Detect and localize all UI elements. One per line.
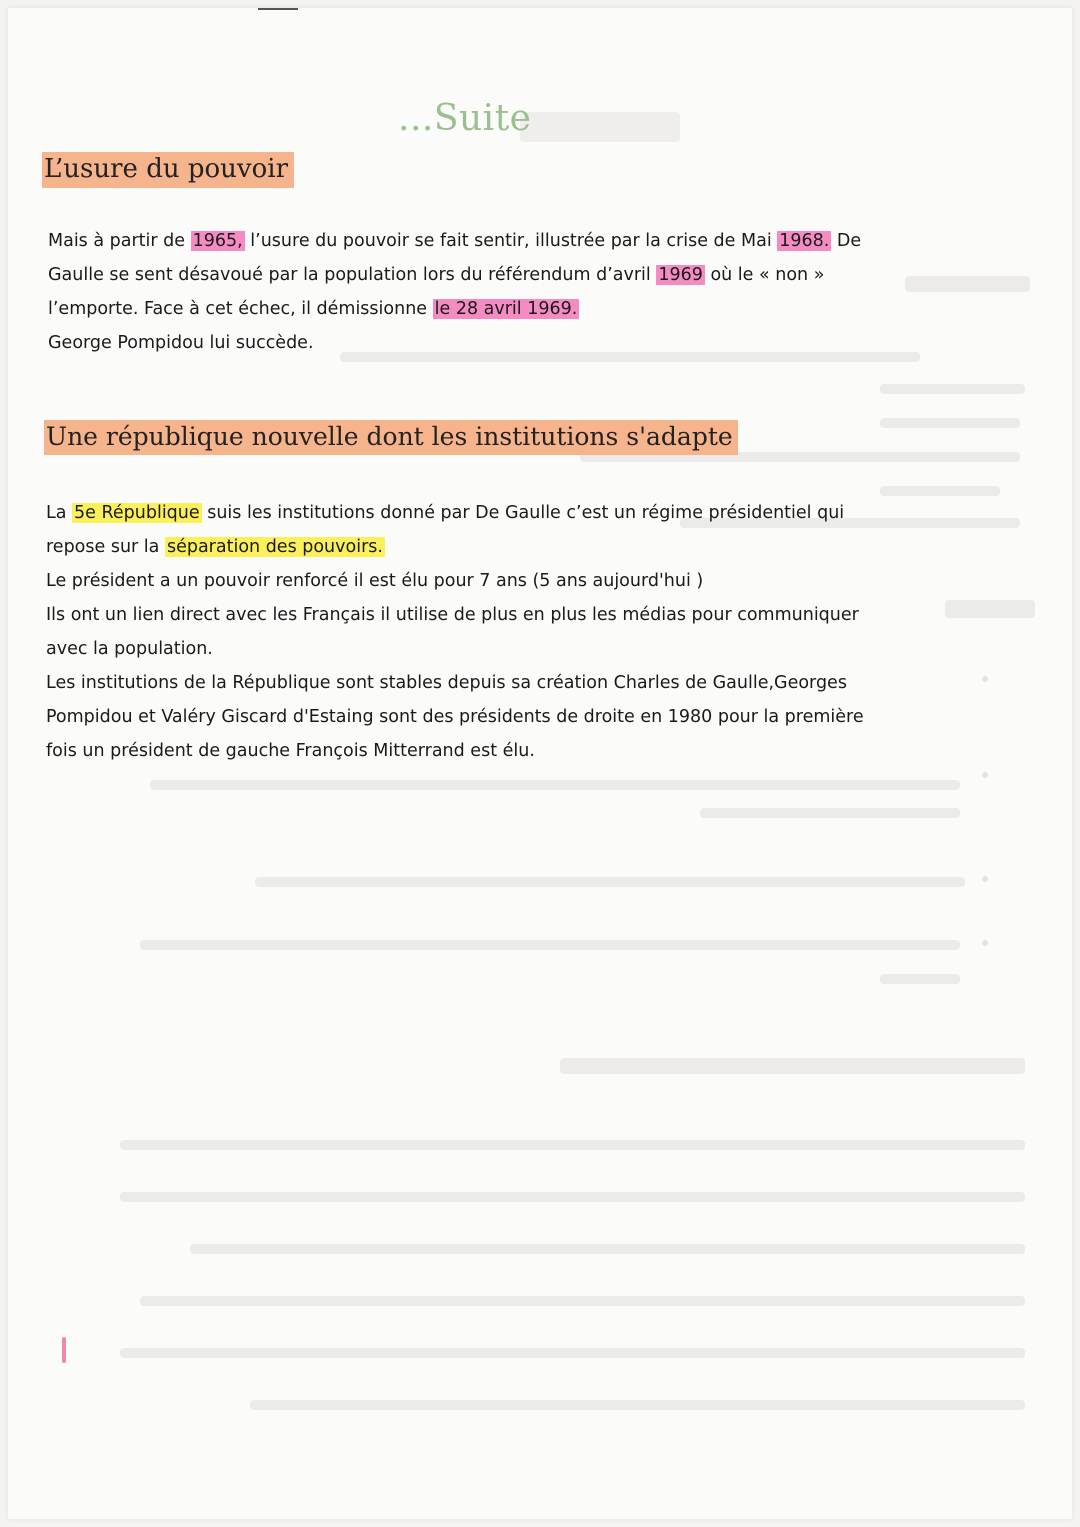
show-through-bullet [982,940,988,946]
text-line [48,292,861,326]
show-through-line [880,974,960,984]
text-line [46,564,864,598]
show-through-line [120,1348,1025,1358]
show-through-bullet [982,676,988,682]
page-title: ...Suite [398,98,532,139]
show-through-line [120,1140,1025,1150]
text-run: Ils ont un lien direct avec les Français il utilise de plus en plus les médias pour communiquer [46,605,859,625]
text-run: Les institutions de la République sont stables depuis sa création Charles de Gaulle,Georges [46,673,847,693]
show-through-line [140,940,960,950]
text-run: De [831,231,862,251]
show-through-line [520,112,680,142]
show-through-line [945,600,1035,618]
text-run: Mais à partir de [48,231,191,251]
text-run: suis les institutions donné par De Gaulle c’est un régime présidentiel qui [201,503,845,523]
text-run: Gaulle se sent désavoué par la population lors du référendum d’avril [48,265,657,285]
show-through-bullet [982,772,988,778]
highlighted-text: séparation des pouvoirs. [166,537,383,557]
top-edge-mark [258,8,298,10]
show-through-line [560,1058,1025,1074]
show-through-line [250,1400,1025,1410]
text-run: avec la population. [46,639,213,659]
show-through-line [255,877,965,887]
text-run: fois un président de gauche François Mitterrand est élu. [46,741,535,761]
text-line [46,700,864,734]
text-line [46,734,864,768]
section-paragraph-usure [48,224,861,360]
highlighted-text: le 28 avril 1969. [434,299,578,319]
show-through-line [700,808,960,818]
show-through-line [140,1296,1025,1306]
margin-pen-mark [62,1337,66,1363]
section-heading-usure: L’usure du pouvoir [42,152,294,188]
text-line [48,224,861,258]
show-through-line [905,276,1030,292]
highlighted-text: 1965, [192,231,243,251]
highlighted-text: 1969 [658,265,703,285]
text-run: Pompidou et Valéry Giscard d'Estaing sont des présidents de droite en 1980 pour la première [46,707,864,727]
highlighted-text: 5e République [74,503,200,523]
text-run: George Pompidou lui succède. [48,333,314,353]
text-run: repose sur la [46,537,165,557]
highlighted-text: 1968. [779,231,830,251]
section-paragraph-republique [46,496,864,768]
text-line [46,496,864,530]
text-line [46,632,864,666]
text-line [48,258,861,292]
text-line [48,326,861,360]
text-line [46,530,864,564]
show-through-line [880,418,1020,428]
show-through-line [190,1244,1025,1254]
text-run: La [46,503,73,523]
section-heading-republique: Une république nouvelle dont les institutions s'adapte [44,420,738,455]
show-through-bullet [982,876,988,882]
show-through-line [120,1192,1025,1202]
text-run: où le « non » [704,265,825,285]
show-through-line [880,486,1000,496]
show-through-line [880,384,1025,394]
show-through-line [150,780,960,790]
text-run: l’emporte. Face à cet échec, il démissionne [48,299,433,319]
text-line [46,598,864,632]
text-run: Le président a un pouvoir renforcé il est élu pour 7 ans (5 ans aujourd'hui ) [46,571,704,591]
text-run: l’usure du pouvoir se fait sentir, illustrée par la crise de Mai [244,231,778,251]
text-line [46,666,864,700]
